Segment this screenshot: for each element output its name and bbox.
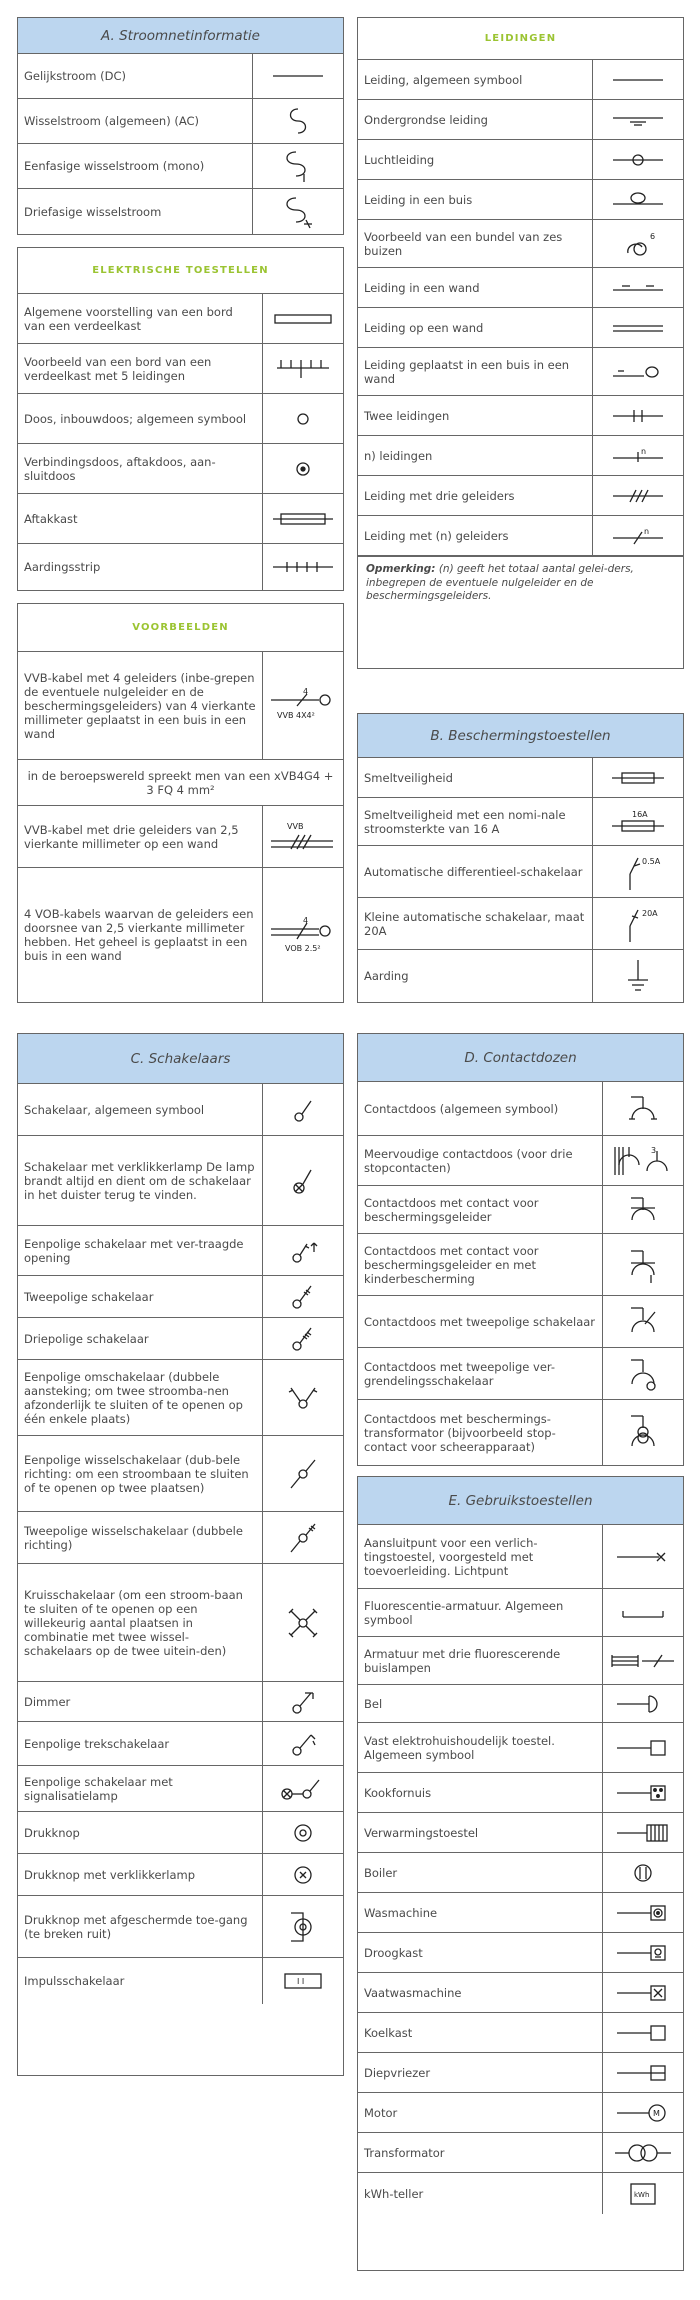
panel-stroomnetinformatie <box>17 17 344 235</box>
row-label: Ondergrondse leiding <box>358 100 593 139</box>
board-5-lines-icon <box>263 344 343 393</box>
three-pole-switch-icon <box>263 1318 343 1359</box>
cooker-icon <box>603 1773 683 1812</box>
impulse-label: I I <box>297 1977 305 1986</box>
line-icon <box>593 60 683 99</box>
fuse-16a-icon <box>593 798 683 845</box>
row-label: Eenpolige schakelaar met signalisatielamp <box>18 1766 263 1811</box>
row-label: Aarding <box>358 950 593 1002</box>
two-way-switch-icon <box>263 1436 343 1511</box>
table-row <box>358 1637 683 1685</box>
panel-title: LEIDINGEN <box>358 18 683 60</box>
table-row <box>18 444 343 494</box>
table-row <box>358 898 683 950</box>
table-row <box>358 758 683 798</box>
table-row <box>18 1226 343 1276</box>
table-row <box>18 1564 343 1682</box>
three-conductor-line-icon <box>593 476 683 515</box>
dishwasher-icon <box>603 1973 683 2012</box>
row-label: Luchtleiding <box>358 140 593 179</box>
fluorescent-fixture-icon <box>603 1589 683 1636</box>
panel-title: ELEKTRISCHE TOESTELLEN <box>18 248 343 294</box>
row-label: Leiding, algemeen symbool <box>358 60 593 99</box>
break-glass-button-icon <box>263 1896 343 1957</box>
two-pole-two-way-switch-icon <box>263 1512 343 1563</box>
rating-label: 16A <box>632 809 648 819</box>
transformer-icon <box>603 2133 683 2172</box>
row-label: Wasmachine <box>358 1893 603 1932</box>
fuse-icon <box>593 758 683 797</box>
row-label: Kruisschakelaar (om een stroom-baan te sluiten of te openen op een willekeurig aantal plaatsen in combinatie met twee wissel-schakelaars op de twee uitein-den) <box>18 1564 263 1681</box>
cable-spec-label: VVB 4X4² <box>277 710 315 720</box>
dimmer-icon <box>263 1682 343 1721</box>
kwh-meter-icon <box>603 2173 683 2214</box>
row-label: Verbindingsdoos, aftakdoos, aan-sluitdoos <box>18 444 263 493</box>
row-label: n) leidingen <box>358 436 593 475</box>
table-row <box>18 806 343 868</box>
panel-title: E. Gebruikstoestellen <box>358 1477 683 1525</box>
panel-title: C. Schakelaars <box>18 1034 343 1084</box>
table-row <box>358 1348 683 1400</box>
table-row <box>18 868 343 1002</box>
table-row <box>358 846 683 898</box>
table-row <box>358 1813 683 1853</box>
table-row <box>358 516 683 556</box>
push-button-with-lamp-icon <box>263 1854 343 1895</box>
row-label: Tweepolige wisselschakelaar (dubbele richting) <box>18 1512 263 1563</box>
table-row <box>18 1854 343 1896</box>
panel-title: D. Contactdozen <box>358 1034 683 1082</box>
n-label: n <box>644 526 650 536</box>
table-row <box>358 1773 683 1813</box>
table-row <box>358 1525 683 1589</box>
table-row <box>18 494 343 544</box>
table-row <box>18 760 343 806</box>
appliance-icon <box>603 1723 683 1772</box>
row-label: Leiding geplaatst in een buis in een wand <box>358 348 593 395</box>
row-label: Voorbeeld van een bundel van zes buizen <box>358 220 593 267</box>
three-phase-symbol-icon <box>253 189 343 234</box>
row-label: Drukknop <box>18 1812 263 1853</box>
row-label: Contactdoos met contact voor beschermingsgeleider <box>358 1186 603 1233</box>
distribution-board-icon <box>263 294 343 343</box>
row-label: Twee leidingen <box>358 396 593 435</box>
motor-label: M <box>653 2108 660 2118</box>
row-label: Transformator <box>358 2133 603 2172</box>
table-row <box>18 1318 343 1360</box>
row-label: Vaatwasmachine <box>358 1973 603 2012</box>
switch-with-signal-lamp-icon <box>263 1766 343 1811</box>
row-label: Contactdoos met contact voor beschermingsgeleider en met kinderbescherming <box>358 1234 603 1295</box>
table-row <box>358 1589 683 1637</box>
panel-title: B. Beschermingstoestellen <box>358 714 683 758</box>
dc-symbol-icon <box>253 54 343 98</box>
table-row <box>18 1436 343 1512</box>
bell-icon <box>603 1685 683 1722</box>
dryer-icon <box>603 1933 683 1972</box>
table-row <box>18 294 343 344</box>
row-label: Gelijkstroom (DC) <box>18 54 253 98</box>
light-point-icon <box>603 1525 683 1588</box>
table-row <box>18 1896 343 1958</box>
row-label: Leiding met drie geleiders <box>358 476 593 515</box>
row-label: Koelkast <box>358 2013 603 2052</box>
row-label: Smeltveiligheid met een nomi-nale stroomsterkte van 16 A <box>358 798 593 845</box>
row-label: Drukknop met afgeschermde toe-gang (te breken ruit) <box>18 1896 263 1957</box>
table-row <box>358 60 683 100</box>
row-label: Leiding op een wand <box>358 308 593 347</box>
table-row <box>358 140 683 180</box>
row-label: Eenfasige wisselstroom (mono) <box>18 144 253 188</box>
freezer-icon <box>603 2053 683 2092</box>
shaver-socket-icon <box>603 1400 683 1466</box>
delayed-switch-icon <box>263 1226 343 1275</box>
row-label: Drukknop met verklikkerlamp <box>18 1854 263 1895</box>
three-tube-fixture-icon <box>603 1637 683 1684</box>
tube-count-label: 6 <box>650 231 656 241</box>
table-row <box>358 268 683 308</box>
note-text: (n) geeft het totaal aantal gelei-ders, inbegrepen de eventuele nulgeleider en de beschermingsgeleiders. <box>366 563 634 602</box>
row-label: VVB-kabel met drie geleiders van 2,5 vierkante millimeter op een wand <box>18 806 263 867</box>
row-label: Driepolige schakelaar <box>18 1318 263 1359</box>
overhead-line-icon <box>593 140 683 179</box>
row-label: Eenpolige schakelaar met ver-traagde opening <box>18 1226 263 1275</box>
row-label: Aftakkast <box>18 494 263 543</box>
table-row <box>18 1276 343 1318</box>
socket-with-child-protection-icon <box>603 1234 683 1295</box>
row-label: Schakelaar, algemeen symbool <box>18 1084 263 1135</box>
table-row <box>358 180 683 220</box>
two-pole-switch-icon <box>263 1276 343 1317</box>
row-label: Contactdoos met tweepolige ver-grendelingsschakelaar <box>358 1348 603 1399</box>
n-lines-icon <box>593 436 683 475</box>
line-on-wall-icon <box>593 308 683 347</box>
row-label: VVB-kabel met 4 geleiders (inbe-grepen de eventuele nulgeleider en de beschermingsgeleiders) van 4 vierkante millimeter geplaatst in een buis in een wand <box>18 652 263 759</box>
ac-symbol-icon <box>253 99 343 143</box>
branch-box-icon <box>263 494 343 543</box>
row-label: Contactdoos met beschermings-transformator (bijvoorbeeld stop-contact voor scheerapparaat) <box>358 1400 603 1466</box>
table-row <box>18 1812 343 1854</box>
row-label: Leiding in een wand <box>358 268 593 307</box>
row-label: Fluorescentie-armatuur. Algemeen symbool <box>358 1589 603 1636</box>
row-label: Boiler <box>358 1853 603 1892</box>
table-row <box>18 1136 343 1226</box>
table-row <box>358 436 683 476</box>
push-button-icon <box>263 1812 343 1853</box>
circuit-breaker-icon <box>593 898 683 949</box>
row-label: Eenpolige omschakelaar (dubbele aansteking; om twee stroomba-nen afzonderlijk te sluiten of te openen op één enkele plaats) <box>18 1360 263 1435</box>
table-row <box>18 1360 343 1436</box>
row-label: Motor <box>358 2093 603 2132</box>
table-row <box>358 348 683 396</box>
table-row <box>358 396 683 436</box>
fridge-icon <box>603 2013 683 2052</box>
underground-line-icon <box>593 100 683 139</box>
n-label: n <box>641 446 647 456</box>
table-row <box>358 100 683 140</box>
socket-count-label: 3 <box>651 1145 657 1155</box>
table-row <box>18 1766 343 1812</box>
row-label: Leiding met (n) geleiders <box>358 516 593 555</box>
panel-gebruikstoestellen <box>357 1476 684 2271</box>
table-row <box>358 1186 683 1234</box>
row-label: Schakelaar met verklikkerlamp De lamp brandt altijd en dient om de schakelaar in het duister terug te vinden. <box>18 1136 263 1225</box>
socket-icon <box>603 1082 683 1135</box>
line-in-tube-icon <box>593 180 683 219</box>
table-row <box>358 308 683 348</box>
table-row <box>358 2093 683 2133</box>
table-row <box>358 1973 683 2013</box>
row-label: Armatuur met drie fluorescerende buislampen <box>358 1637 603 1684</box>
multiple-socket-icon <box>603 1136 683 1185</box>
row-label: 4 VOB-kabels waarvan de geleiders een doorsnee van 2,5 vierkante millimeter hebben. Het geheel is geplaatst in een buis in een wand <box>18 868 263 1002</box>
panel-contactdozen <box>357 1033 684 1466</box>
row-label: Meervoudige contactdoos (voor drie stopcontacten) <box>358 1136 603 1185</box>
panel-voorbeelden <box>17 603 344 1003</box>
earth-icon <box>593 950 683 1002</box>
rating-label: 0.5A <box>642 856 661 866</box>
table-row <box>358 1853 683 1893</box>
table-row <box>358 2173 683 2214</box>
socket-with-switch-icon <box>603 1296 683 1347</box>
row-label: Verwarmingstoestel <box>358 1813 603 1852</box>
table-row <box>18 394 343 444</box>
row-label: Eenpolige wisselschakelaar (dub-bele richting: om een stroombaan te sluiten of te openen op twee plaatsen) <box>18 1436 263 1511</box>
table-row <box>358 1723 683 1773</box>
cable-spec-label: VVB <box>287 821 304 831</box>
pull-switch-icon <box>263 1722 343 1765</box>
row-label: Aansluitpunt voor een verlich-tingstoestel, voorgesteld met toevoerleiding. Lichtpunt <box>358 1525 603 1588</box>
socket-with-earth-icon <box>603 1186 683 1233</box>
panel-elektrische-toestellen <box>17 247 344 591</box>
table-row <box>18 1722 343 1766</box>
row-label: Tweepolige schakelaar <box>18 1276 263 1317</box>
washing-machine-icon <box>603 1893 683 1932</box>
tube-bundle-icon <box>593 220 683 267</box>
table-row <box>358 1082 683 1136</box>
box-icon <box>263 394 343 443</box>
table-row <box>358 2013 683 2053</box>
table-row <box>358 476 683 516</box>
n-conductor-line-icon <box>593 516 683 555</box>
switch-icon <box>263 1084 343 1135</box>
note-label: Opmerking: <box>366 563 436 575</box>
rating-label: 20A <box>642 908 658 918</box>
line-in-wall-icon <box>593 268 683 307</box>
impulse-switch-icon <box>263 1958 343 2004</box>
panel-title: VOORBEELDEN <box>18 604 343 652</box>
table-row <box>18 99 343 144</box>
table-row <box>18 1682 343 1722</box>
vob-cables-in-tube-icon <box>263 868 343 1002</box>
mono-ac-symbol-icon <box>253 144 343 188</box>
table-row <box>358 798 683 846</box>
kwh-label: kWh <box>634 2190 650 2199</box>
row-label: Automatische differentieel-schakelaar <box>358 846 593 897</box>
junction-box-icon <box>263 444 343 493</box>
table-row <box>18 189 343 234</box>
note <box>358 556 683 622</box>
vvb-cable-in-tube-icon <box>263 652 343 759</box>
row-label: Contactdoos met tweepolige schakelaar <box>358 1296 603 1347</box>
row-label: kWh-teller <box>358 2173 603 2214</box>
cross-switch-icon <box>263 1564 343 1681</box>
panel-schakelaars <box>17 1033 344 2076</box>
two-lines-icon <box>593 396 683 435</box>
table-row <box>18 652 343 760</box>
table-row <box>358 1933 683 1973</box>
panel-title: A. Stroomnetinformatie <box>18 18 343 54</box>
panel-beschermingstoestellen <box>357 713 684 1003</box>
row-label: Wisselstroom (algemeen) (AC) <box>18 99 253 143</box>
motor-icon <box>603 2093 683 2132</box>
heater-icon <box>603 1813 683 1852</box>
table-row <box>358 220 683 268</box>
table-row <box>358 1296 683 1348</box>
row-label: Kleine automatische schakelaar, maat 20A <box>358 898 593 949</box>
row-label: Leiding in een buis <box>358 180 593 219</box>
table-row <box>18 54 343 99</box>
table-row <box>18 1084 343 1136</box>
table-row <box>18 1958 343 2004</box>
row-label: Smeltveiligheid <box>358 758 593 797</box>
row-label: Vast elektrohuishoudelijk toestel. Algemeen symbool <box>358 1723 603 1772</box>
cable-spec-label: VOB 2.5² <box>285 944 321 953</box>
table-row <box>18 1512 343 1564</box>
line-in-tube-in-wall-icon <box>593 348 683 395</box>
boiler-icon <box>603 1853 683 1892</box>
conductor-count-label: 4 <box>303 916 309 925</box>
row-label: Kookfornuis <box>358 1773 603 1812</box>
row-label: Impulsschakelaar <box>18 1958 263 2004</box>
row-label: Algemene voorstelling van een bord van een verdeelkast <box>18 294 263 343</box>
row-label: Droogkast <box>358 1933 603 1972</box>
switch-with-pilot-lamp-icon <box>263 1136 343 1225</box>
row-label: Diepvriezer <box>358 2053 603 2092</box>
rcd-switch-icon <box>593 846 683 897</box>
table-row <box>358 1893 683 1933</box>
table-row <box>358 2053 683 2093</box>
table-row <box>358 1400 683 1466</box>
row-label: Bel <box>358 1685 603 1722</box>
changeover-switch-icon <box>263 1360 343 1435</box>
table-row <box>18 344 343 394</box>
row-label: Doos, inbouwdoos; algemeen symbool <box>18 394 263 443</box>
earthing-strip-icon <box>263 544 343 590</box>
table-row <box>358 1234 683 1296</box>
table-row <box>18 544 343 590</box>
row-label: in de beroepswereld spreekt men van een xVB4G4 + 3 FQ 4 mm² <box>27 768 334 797</box>
row-label: Driefasige wisselstroom <box>18 189 253 234</box>
table-row <box>358 2133 683 2173</box>
table-row <box>358 950 683 1002</box>
row-label: Aardingsstrip <box>18 544 263 590</box>
panel-leidingen <box>357 17 684 669</box>
table-row <box>358 1136 683 1186</box>
row-label: Contactdoos (algemeen symbool) <box>358 1082 603 1135</box>
table-row <box>18 144 343 189</box>
row-label: Dimmer <box>18 1682 263 1721</box>
row-label: Eenpolige trekschakelaar <box>18 1722 263 1765</box>
row-label: Voorbeeld van een bord van een verdeelkast met 5 leidingen <box>18 344 263 393</box>
socket-with-interlock-switch-icon <box>603 1348 683 1399</box>
vvb-cable-on-wall-icon <box>263 806 343 867</box>
conductor-count-label: 4 <box>303 686 309 696</box>
table-row <box>358 1685 683 1723</box>
